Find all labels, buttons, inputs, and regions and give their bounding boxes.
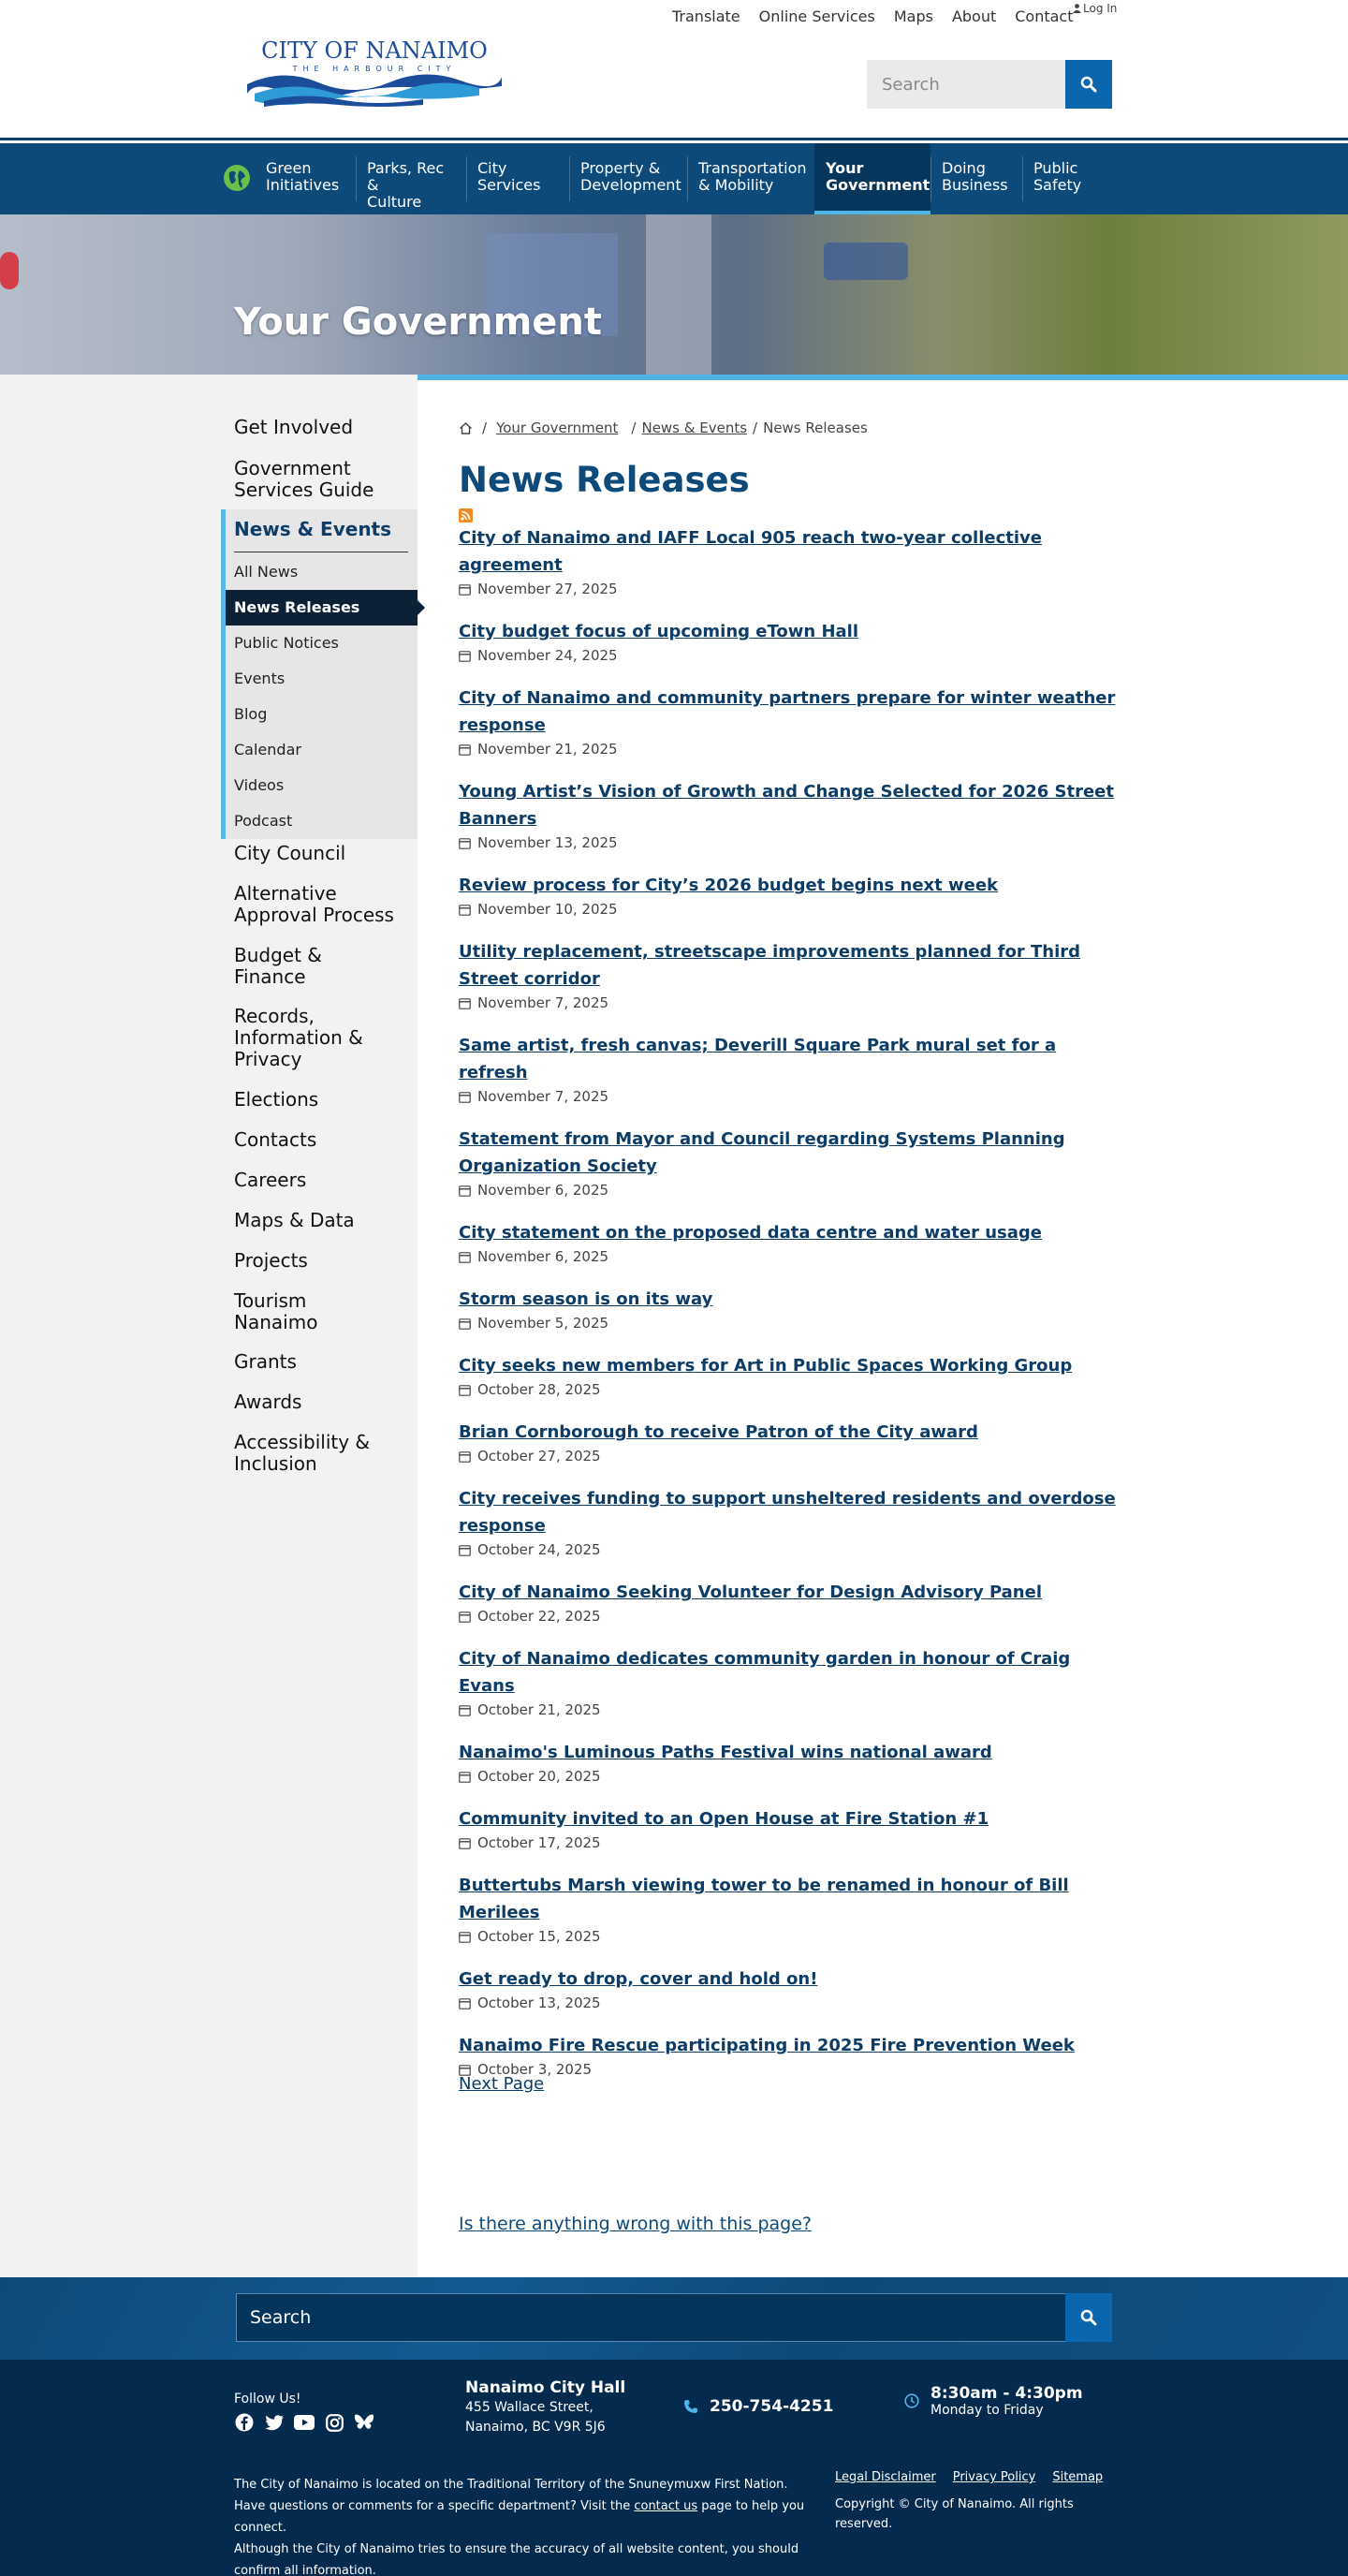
news-title-link[interactable]: Utility replacement, streetscape improvements planned for Third Street corridor	[459, 942, 1081, 989]
search-icon	[1080, 2309, 1097, 2326]
calendar-icon	[459, 837, 471, 849]
news-title-link[interactable]: City seeks new members for Art in Public Spaces Working Group	[459, 1356, 1073, 1376]
nav-item-public-safety[interactable]	[1022, 143, 1106, 214]
login-label: Log In	[1083, 2, 1118, 15]
nav-label: Doing Business	[942, 159, 1008, 194]
news-item	[459, 778, 1123, 853]
breadcrumb-separator: /	[482, 420, 488, 436]
news-date-text: November 21, 2025	[477, 741, 618, 758]
news-title-link[interactable]: Community invited to an Open House at Fire Station #1	[459, 1809, 989, 1829]
breadcrumb	[459, 420, 868, 436]
sidebar-subitem-events[interactable]: Events	[234, 670, 286, 687]
svg-text:CITY OF NANAIMO: CITY OF NANAIMO	[261, 37, 488, 64]
nav-label: Your Government	[826, 159, 930, 194]
footer-notes	[234, 2474, 833, 2576]
news-item	[459, 938, 1123, 1013]
news-release-list	[459, 524, 1123, 2098]
news-date	[459, 1539, 1123, 1560]
sidebar-item-accessibility-inclusion[interactable]: Accessibility & Inclusion	[234, 1431, 371, 1475]
follow-us-label: Follow Us!	[234, 2392, 301, 2407]
city-hall-address	[465, 2378, 625, 2437]
news-date-text: October 27, 2025	[477, 1448, 601, 1465]
news-date	[459, 1606, 1123, 1627]
news-title-link[interactable]: City of Nanaimo and community partners prepare for winter weather response	[459, 688, 1116, 735]
news-item	[459, 1579, 1123, 1627]
city-logo[interactable]	[245, 37, 504, 110]
news-date	[459, 739, 1123, 759]
footer-links	[835, 2470, 1103, 2484]
news-date-text: October 13, 2025	[477, 1995, 601, 2011]
youtube-icon[interactable]	[294, 2412, 315, 2433]
news-date	[459, 832, 1123, 853]
calendar-icon	[459, 997, 471, 1009]
news-date	[459, 1993, 1123, 2013]
calendar-icon	[459, 904, 471, 916]
calendar-icon	[459, 743, 471, 756]
main-nav	[0, 143, 1348, 214]
calendar-icon	[459, 1611, 471, 1623]
calendar-icon	[459, 1837, 471, 1849]
header-search-button[interactable]	[1065, 60, 1112, 109]
sidebar-item-budget-finance[interactable]: Budget & Finance	[234, 944, 322, 988]
calendar-icon	[459, 1251, 471, 1263]
news-date	[459, 899, 1123, 920]
sidebar-subitem-public-notices[interactable]: Public Notices	[234, 634, 339, 652]
sidebar-item-get-involved[interactable]: Get Involved	[234, 416, 354, 438]
office-hours	[904, 2384, 1083, 2418]
phone-number: 250-754-4251	[710, 2397, 834, 2416]
breadcrumb-separator: /	[631, 420, 637, 436]
nav-item-property-development[interactable]	[569, 143, 687, 214]
clock-icon	[904, 2393, 919, 2408]
sidebar-item-careers[interactable]: Careers	[234, 1169, 307, 1191]
news-title-link[interactable]: Nanaimo's Luminous Paths Festival wins national award	[459, 1743, 992, 1762]
sidebar-item-awards[interactable]: Awards	[234, 1391, 302, 1413]
news-item	[459, 1872, 1123, 1947]
user-icon	[1073, 4, 1081, 13]
legal-disclaimer-link[interactable]: Legal Disclaimer	[835, 2470, 936, 2484]
nav-label: Green Initiatives	[266, 159, 340, 194]
sidebar-item-contacts[interactable]: Contacts	[234, 1128, 317, 1151]
news-date-text: November 13, 2025	[477, 834, 618, 851]
land-acknowledgement: The City of Nanaimo is located on the Traditional Territory of the Snuneymuxw First Nation.	[234, 2478, 788, 2492]
sidebar-subitem-videos[interactable]: Videos	[234, 776, 285, 794]
news-date-text: November 6, 2025	[477, 1248, 609, 1265]
news-item	[459, 1739, 1123, 1787]
utility-link-translate[interactable]: Translate	[672, 7, 740, 25]
news-date	[459, 1833, 1123, 1853]
rss-icon[interactable]	[459, 508, 473, 523]
nav-item-city-services[interactable]	[466, 143, 569, 214]
accuracy-disclaimer: Although the City of Nanaimo tries to ensure the accuracy of all website content, you should confirm all information.	[234, 2542, 799, 2576]
hero-title: Your Government	[234, 301, 603, 344]
calendar-icon	[459, 1997, 471, 2009]
breadcrumb-separator: /	[753, 420, 758, 436]
news-date-text: October 3, 2025	[477, 2061, 593, 2078]
sidebar-group-news-events	[221, 509, 418, 839]
news-item	[459, 684, 1123, 759]
breadcrumb-link-news-events[interactable]: News & Events	[641, 420, 748, 436]
news-title-link[interactable]: City receives funding to support unsheltered residents and overdose response	[459, 1489, 1116, 1536]
news-date-text: November 7, 2025	[477, 1088, 609, 1105]
news-date	[459, 1180, 1123, 1200]
hero-image-detail	[0, 252, 19, 289]
sidebar-item-records-information-privacy[interactable]: Records, Information & Privacy	[234, 1005, 363, 1070]
news-date	[459, 1446, 1123, 1466]
calendar-icon	[459, 1931, 471, 1943]
page-feedback-link[interactable]: Is there anything wrong with this page?	[459, 2214, 812, 2234]
utility-link-contact[interactable]: Contact	[1015, 7, 1074, 25]
search-icon	[1080, 76, 1097, 93]
calendar-icon	[459, 1317, 471, 1330]
news-date-text: October 22, 2025	[477, 1608, 601, 1625]
contact-note	[234, 2495, 833, 2539]
news-date	[459, 579, 1123, 599]
sidebar-item-alternative-approval-process[interactable]: Alternative Approval Process	[234, 882, 394, 926]
contact-note-text: Have questions or comments for a specific department? Visit the	[234, 2499, 635, 2513]
copyright-notice: Copyright © City of Nanaimo. All rights reserved.	[835, 2497, 1074, 2531]
utility-link-maps[interactable]: Maps	[893, 7, 933, 25]
sidebar-item-elections[interactable]: Elections	[234, 1088, 319, 1111]
news-item	[459, 524, 1123, 599]
calendar-icon	[459, 650, 471, 662]
news-title-link[interactable]: Statement from Mayor and Council regarding Systems Planning Organization Society	[459, 1129, 1065, 1176]
sidebar-item-tourism-nanaimo[interactable]: Tourism Nanaimo	[234, 1289, 318, 1333]
news-title-link[interactable]: City statement on the proposed data centre and water usage	[459, 1223, 1043, 1243]
nav-item-doing-business[interactable]	[930, 143, 1022, 214]
news-date	[459, 1700, 1123, 1720]
contact-note-text: page to help you connect.	[234, 2499, 805, 2535]
news-title-link[interactable]: Brian Cornborough to receive Patron of the City award	[459, 1422, 978, 1442]
news-title-link[interactable]: Review process for City’s 2026 budget begins next week	[459, 876, 999, 895]
news-item	[459, 1032, 1123, 1107]
address-line: Nanaimo, BC V9R 5J6	[465, 2420, 606, 2435]
globe-icon	[223, 164, 251, 192]
utility-link-online-services[interactable]: Online Services	[758, 7, 875, 25]
news-item	[459, 618, 1123, 666]
nav-label: Property & Development	[580, 159, 681, 194]
nav-item-green-initiatives[interactable]	[225, 143, 356, 214]
calendar-icon	[459, 1771, 471, 1783]
news-title-link[interactable]: City of Nanaimo and IAFF Local 905 reach two-year collective agreement	[459, 528, 1042, 575]
news-date-text: November 6, 2025	[477, 1182, 609, 1199]
city-hall-name: Nanaimo City Hall	[465, 2378, 626, 2397]
breadcrumb-current: News Releases	[763, 420, 868, 436]
news-date-text: October 15, 2025	[477, 1928, 601, 1945]
nav-label: City Services	[477, 159, 541, 194]
calendar-icon	[459, 1704, 471, 1716]
news-item	[459, 2032, 1123, 2080]
nav-item-parks-rec-culture[interactable]	[356, 143, 466, 214]
utility-link-about[interactable]: About	[951, 7, 997, 25]
news-date-text: October 20, 2025	[477, 1768, 601, 1785]
news-date	[459, 1246, 1123, 1267]
phone-icon	[683, 2399, 698, 2414]
news-date	[459, 1313, 1123, 1333]
nav-item-transportation-mobility[interactable]	[687, 143, 814, 214]
news-title-link[interactable]: City of Nanaimo dedicates community garden in honour of Craig Evans	[459, 1649, 1071, 1696]
news-date	[459, 1379, 1123, 1400]
footer-search-button[interactable]	[1065, 2293, 1112, 2342]
privacy-policy-link[interactable]: Privacy Policy	[952, 2470, 1036, 2484]
news-date-text: October 21, 2025	[477, 1701, 601, 1718]
news-date	[459, 1086, 1123, 1107]
calendar-icon	[459, 1450, 471, 1463]
news-item	[459, 1286, 1123, 1333]
phone-contact[interactable]	[683, 2397, 833, 2416]
news-date	[459, 645, 1123, 666]
news-title-link[interactable]: City budget focus of upcoming eTown Hall	[459, 622, 859, 641]
news-date	[459, 1926, 1123, 1947]
news-title-link[interactable]: Storm season is on its way	[459, 1289, 713, 1309]
hours-time: 8:30am - 4:30pm	[930, 2384, 1083, 2403]
news-title-link[interactable]: Same artist, fresh canvas; Deverill Square Park mural set for a refresh	[459, 1036, 1057, 1082]
news-title-link[interactable]: Young Artist’s Vision of Growth and Change Selected for 2026 Street Banners	[459, 782, 1114, 829]
sidebar-item-grants[interactable]: Grants	[234, 1350, 297, 1373]
news-date	[459, 1766, 1123, 1787]
news-title-link[interactable]: Get ready to drop, cover and hold on!	[459, 1969, 818, 1989]
news-date	[459, 2059, 1123, 2080]
sidebar-item-projects[interactable]: Projects	[234, 1249, 308, 1272]
sidebar-subitem-all-news[interactable]: All News	[234, 563, 299, 581]
news-item	[459, 1126, 1123, 1200]
news-item	[459, 872, 1123, 920]
page-title: News Releases	[459, 460, 750, 500]
news-title-link[interactable]: Nanaimo Fire Rescue participating in 2025 Fire Prevention Week	[459, 2036, 1075, 2055]
instagram-icon[interactable]	[324, 2412, 344, 2433]
calendar-icon	[459, 1384, 471, 1396]
sidebar-subitem-calendar[interactable]: Calendar	[234, 741, 301, 758]
facebook-icon[interactable]	[234, 2412, 255, 2433]
sitemap-link[interactable]: Sitemap	[1052, 2470, 1104, 2484]
sidebar-subitem-news-releases[interactable]: News Releases	[226, 590, 418, 626]
news-date-text: November 7, 2025	[477, 994, 609, 1011]
hours-days: Monday to Friday	[930, 2403, 1044, 2418]
sidebar-subitem-blog[interactable]: Blog	[234, 705, 268, 723]
site-header	[0, 0, 1348, 140]
breadcrumb-link-your-government[interactable]: Your Government	[496, 420, 619, 436]
nav-item-your-government[interactable]	[814, 143, 930, 214]
news-item	[459, 1485, 1123, 1560]
news-date-text: November 24, 2025	[477, 647, 618, 664]
calendar-icon	[459, 583, 471, 596]
news-title-link[interactable]: Buttertubs Marsh viewing tower to be renamed in honour of Bill Merilees	[459, 1876, 1069, 1922]
nav-label: Public Safety	[1033, 159, 1082, 194]
news-date-text: October 17, 2025	[477, 1834, 601, 1851]
utility-nav	[672, 7, 1074, 25]
bluesky-icon[interactable]	[354, 2412, 374, 2433]
next-page-link[interactable]: Next Page	[459, 2074, 545, 2094]
news-item	[459, 1805, 1123, 1853]
address-line: 455 Wallace Street,	[465, 2400, 593, 2415]
sidebar-item-maps-data[interactable]: Maps & Data	[234, 1209, 355, 1231]
news-date-text: November 27, 2025	[477, 581, 618, 597]
svg-text:THE HARBOUR CITY: THE HARBOUR CITY	[292, 65, 457, 73]
twitter-icon[interactable]	[264, 2412, 285, 2433]
social-links	[234, 2412, 374, 2433]
nav-label: Transportation & Mobility	[698, 159, 807, 194]
calendar-icon	[459, 1091, 471, 1103]
footer-search-input[interactable]: Search	[236, 2293, 1067, 2342]
sidebar-subitem-podcast[interactable]: Podcast	[234, 812, 293, 830]
news-item	[459, 1965, 1123, 2013]
news-item	[459, 1645, 1123, 1720]
sidebar-group-title[interactable]: News & Events	[226, 509, 418, 554]
calendar-icon	[459, 1185, 471, 1197]
header-search-input[interactable]: Search	[867, 60, 1112, 109]
calendar-icon	[459, 1544, 471, 1556]
hero-banner	[0, 214, 1348, 375]
news-item	[459, 1219, 1123, 1267]
news-title-link[interactable]: City of Nanaimo Seeking Volunteer for Design Advisory Panel	[459, 1582, 1043, 1602]
login-link[interactable]	[1073, 2, 1117, 15]
nav-label: Parks, Rec & Culture	[367, 159, 445, 211]
sidebar-item-city-council[interactable]: City Council	[234, 842, 346, 864]
news-date-text: October 28, 2025	[477, 1381, 601, 1398]
news-item	[459, 1352, 1123, 1400]
sidebar-item-government-services-guide[interactable]: Government Services Guide	[234, 457, 374, 501]
news-date-text: October 24, 2025	[477, 1541, 601, 1558]
hero-image-detail	[824, 243, 908, 280]
site-footer	[0, 2360, 1348, 2576]
news-date	[459, 993, 1123, 1013]
news-item	[459, 1419, 1123, 1466]
news-date-text: November 5, 2025	[477, 1315, 609, 1332]
contact-us-link[interactable]: contact us	[634, 2499, 698, 2513]
content-accent-bar	[418, 375, 1348, 380]
news-date-text: November 10, 2025	[477, 901, 618, 918]
home-icon[interactable]	[459, 421, 473, 435]
hero-image-detail	[646, 214, 711, 375]
